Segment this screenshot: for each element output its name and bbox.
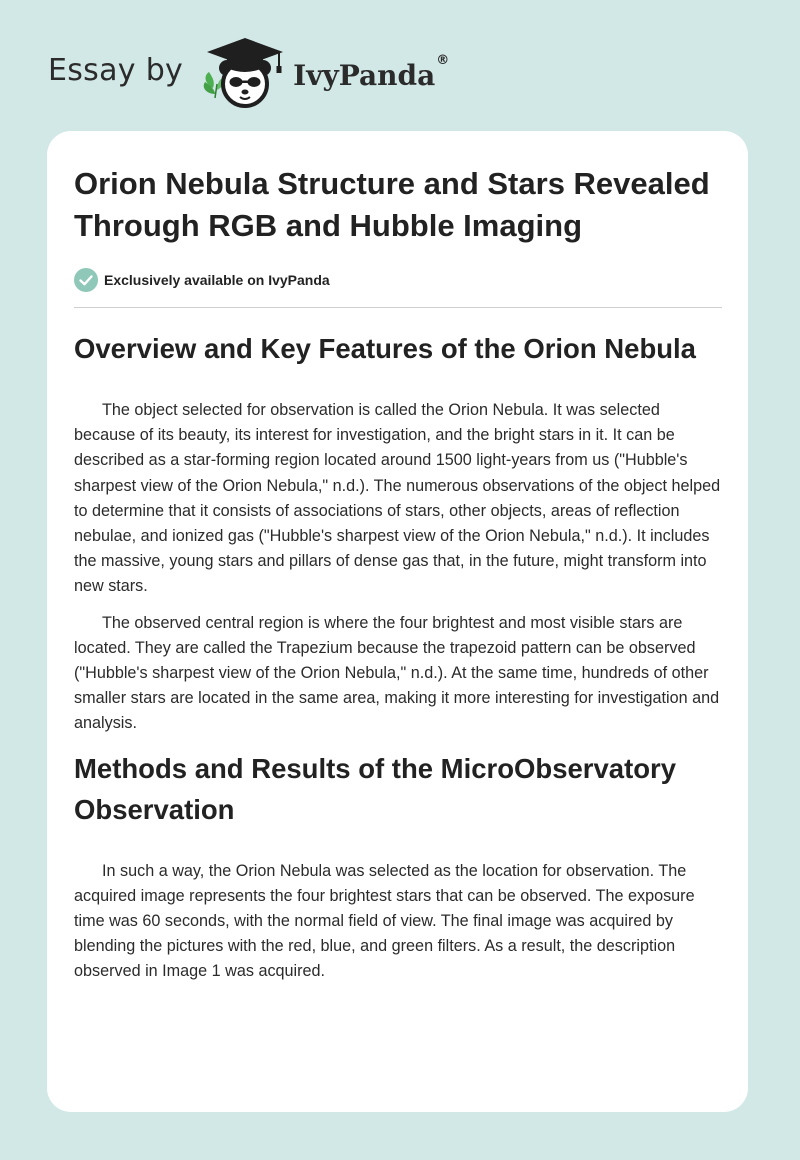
page-title: Orion Nebula Structure and Stars Revealed Through RGB and Hubble Imaging <box>74 166 710 243</box>
paragraph: The observed central region is where the four brightest and most visible stars are located. They are called the Trapezium because the trapezoid pattern can be observed ("Hubble's sharpest view of the Orion Nebula," n.d.). At the same time, hundreds of other smaller stars are located in the same area, making it more interesting for investigation and analysis. <box>74 613 720 733</box>
paragraph: In such a way, the Orion Nebula was selected as the location for observation. The acquired image represents the four brightest stars that can be observed. The exposure time was 60 seconds, with the normal field of view. The final image was acquired by blending the pictures with the red, blue, and green filters. As a result, the description observed in Image 1 was acquired. <box>74 861 695 981</box>
registered-mark: ® <box>436 52 450 68</box>
check-circle-icon <box>74 268 98 292</box>
divider <box>74 307 722 308</box>
brand-prefix: Essay by <box>48 52 184 88</box>
brand-name-text: IvyPanda <box>293 58 436 92</box>
panda-graduate-logo-icon <box>197 32 289 112</box>
section-heading-methods: Methods and Results of the MicroObservatory Observation <box>74 752 677 825</box>
badge-text: Exclusively available on IvyPanda <box>104 272 330 288</box>
brand-name <box>293 52 450 92</box>
paragraph: The object selected for observation is called the Orion Nebula. It was selected because of its beauty, its interest for investigation, and the bright stars in it. It can be described as a star-forming region located around 1500 light-years from us ("Hubble's sharpest view of the Orion Nebula," n.d.). The numerous observations of the object helped to determine that it consists of associations of stars, other objects, areas of reflection nebulae, and ionized gas ("Hubble's sharpest view of the Orion Nebula," n.d.). It includes the massive, young stars and pillars of dense gas that, in the future, might transform into new stars. <box>74 401 721 596</box>
essay-card <box>47 131 748 1112</box>
exclusive-badge <box>74 268 722 292</box>
section-heading-overview: Overview and Key Features of the Orion Nebula <box>74 333 696 364</box>
brand-header <box>48 32 449 112</box>
